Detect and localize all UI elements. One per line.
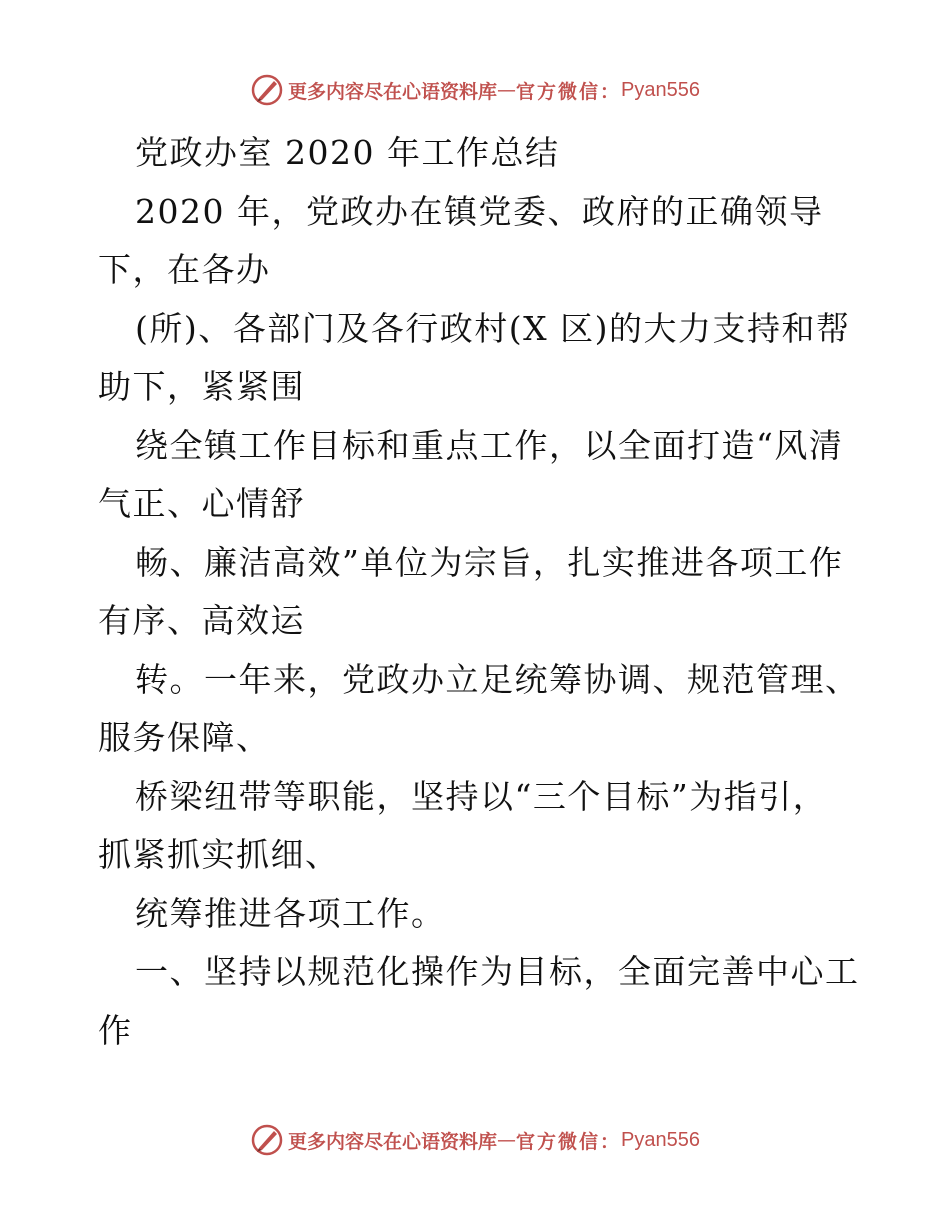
banner-wechat-id: Pyan556 [621,1128,700,1151]
banner-separator: — [497,79,517,101]
paragraph-line: 桥梁纽带等职能，坚持以“三个目标”为指引， [135,776,828,816]
paragraph-line: 抓紧抓实抓细、 [98,835,340,874]
paragraph-line: 下，在各办 [98,250,271,289]
feather-pen-logo-icon [250,1123,284,1157]
banner-separator: — [497,1129,517,1151]
banner-wechat-label: 官方微信： [516,1130,622,1153]
banner-wechat-id: Pyan556 [621,78,700,101]
paragraph-line: 有序、高效运 [98,601,305,640]
paragraph-line: (所)、各部门及各行政村(X 区)的大力支持和帮 [135,308,851,348]
paragraph-line: 气正、心情舒 [98,484,305,523]
document-body [98,124,858,1060]
paragraph-line: 服务保障、 [98,718,271,757]
paragraph-line: 转。一年来，党政办立足统筹协调、规范管理、 [135,659,860,699]
paragraph-line: 统筹推进各项工作。 [135,893,446,933]
paragraph-line: 助下，紧紧围 [98,367,305,406]
section-heading-continuation: 作 [98,1010,133,1050]
paragraph-line: 2020 年，党政办在镇党委、政府的正确领导 [135,191,824,231]
feather-pen-logo-icon [250,73,284,107]
footer-banner [0,1120,950,1160]
banner-main-text: 更多内容尽在心语资料库 [288,1130,498,1153]
banner-wechat-label: 官方微信： [516,80,622,103]
header-banner [0,70,950,110]
paragraph-line: 绕全镇工作目标和重点工作，以全面打造“风清 [135,425,844,465]
section-heading: 一、坚持以规范化操作为目标，全面完善中心工 [135,952,860,991]
paragraph-line: 畅、廉洁高效”单位为宗旨，扎实推进各项工作 [135,542,844,582]
banner-main-text: 更多内容尽在心语资料库 [288,80,498,103]
document-title: 党政办室 2020 年工作总结 [135,133,560,172]
